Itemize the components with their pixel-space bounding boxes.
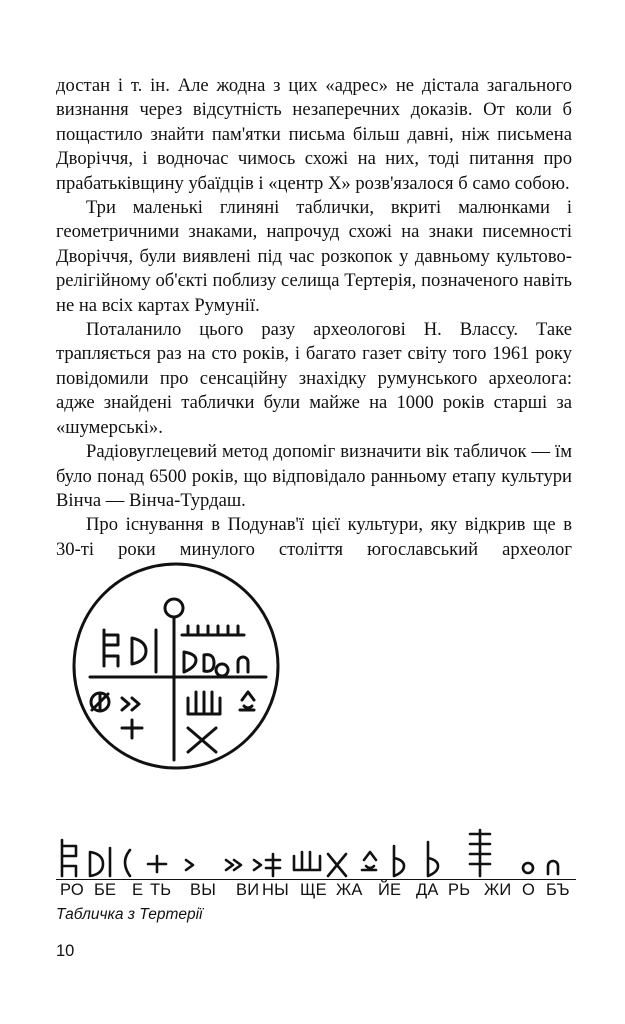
sign-strip-illustration — [56, 816, 576, 878]
syllable: О — [522, 881, 536, 899]
body-text — [56, 74, 572, 562]
syllable: БЪ — [546, 881, 570, 899]
paragraph: Про існування в Подунав'ї цієї культури, яку відкрив ще в 30-ті роки минулого століття югославський археолог — [56, 514, 572, 560]
syllable: ЖИ — [484, 881, 512, 899]
paragraph: Поталанило цього разу археологові Н. Влассу. Таке трапляється раз на сто років, і багато газет світу того 1961 року повідомили про сенсаційну знахідку румунського археолога: адже знайдені таблички були майже на 1000 років старші за «шумерські». — [56, 319, 572, 438]
syllable: БЕ — [94, 881, 117, 899]
figure-caption: Табличка з Тертерії — [56, 906, 203, 923]
paragraph: Радіовуглецевий метод допоміг визначити вік табличок — їм було понад 6500 років, що відповідало ранньому етапу культури Вінча — Вінча-Турдаш. — [56, 441, 572, 511]
syllable: ДА — [416, 881, 439, 899]
paragraph: Три маленькі глиняні таблички, вкриті малюнками і геометричними знаками, напрочуд схожі на знаки писемності Дворіччя, були виявлені під час розкопок у давньому культово-релігійному об'єкті поблизу селища Тертерія, позначеного навіть не на всіх картах Румунії. — [56, 197, 572, 316]
syllable: РО — [60, 881, 84, 899]
syllable: НЫ — [262, 881, 289, 899]
syllable: ЖА — [336, 881, 363, 899]
syllable: ВЫ — [190, 881, 217, 899]
transliteration-rule — [56, 879, 576, 880]
tartaria-tablet-illustration — [70, 560, 282, 772]
syllable: ЩЕ — [300, 881, 327, 899]
syllable: РЬ — [448, 881, 471, 899]
syllable: Е — [132, 881, 144, 899]
syllable: ТЬ — [150, 881, 172, 899]
page-number: 10 — [56, 942, 75, 960]
paragraph: достан і т. ін. Але жодна з цих «адрес» не дістала загального визнання через відсутність незаперечних доказів. От коли б пощастило знайти пам'ятки письма більш давні, ніж письмена Дворіччя, і водночас чимось схожі на них, тоді питання про прабатьківщину убаїдців і «центр X» розв'язалося б само собою. — [56, 75, 572, 194]
syllable: ВИ — [236, 881, 260, 899]
syllable: ЙЕ — [378, 881, 402, 899]
